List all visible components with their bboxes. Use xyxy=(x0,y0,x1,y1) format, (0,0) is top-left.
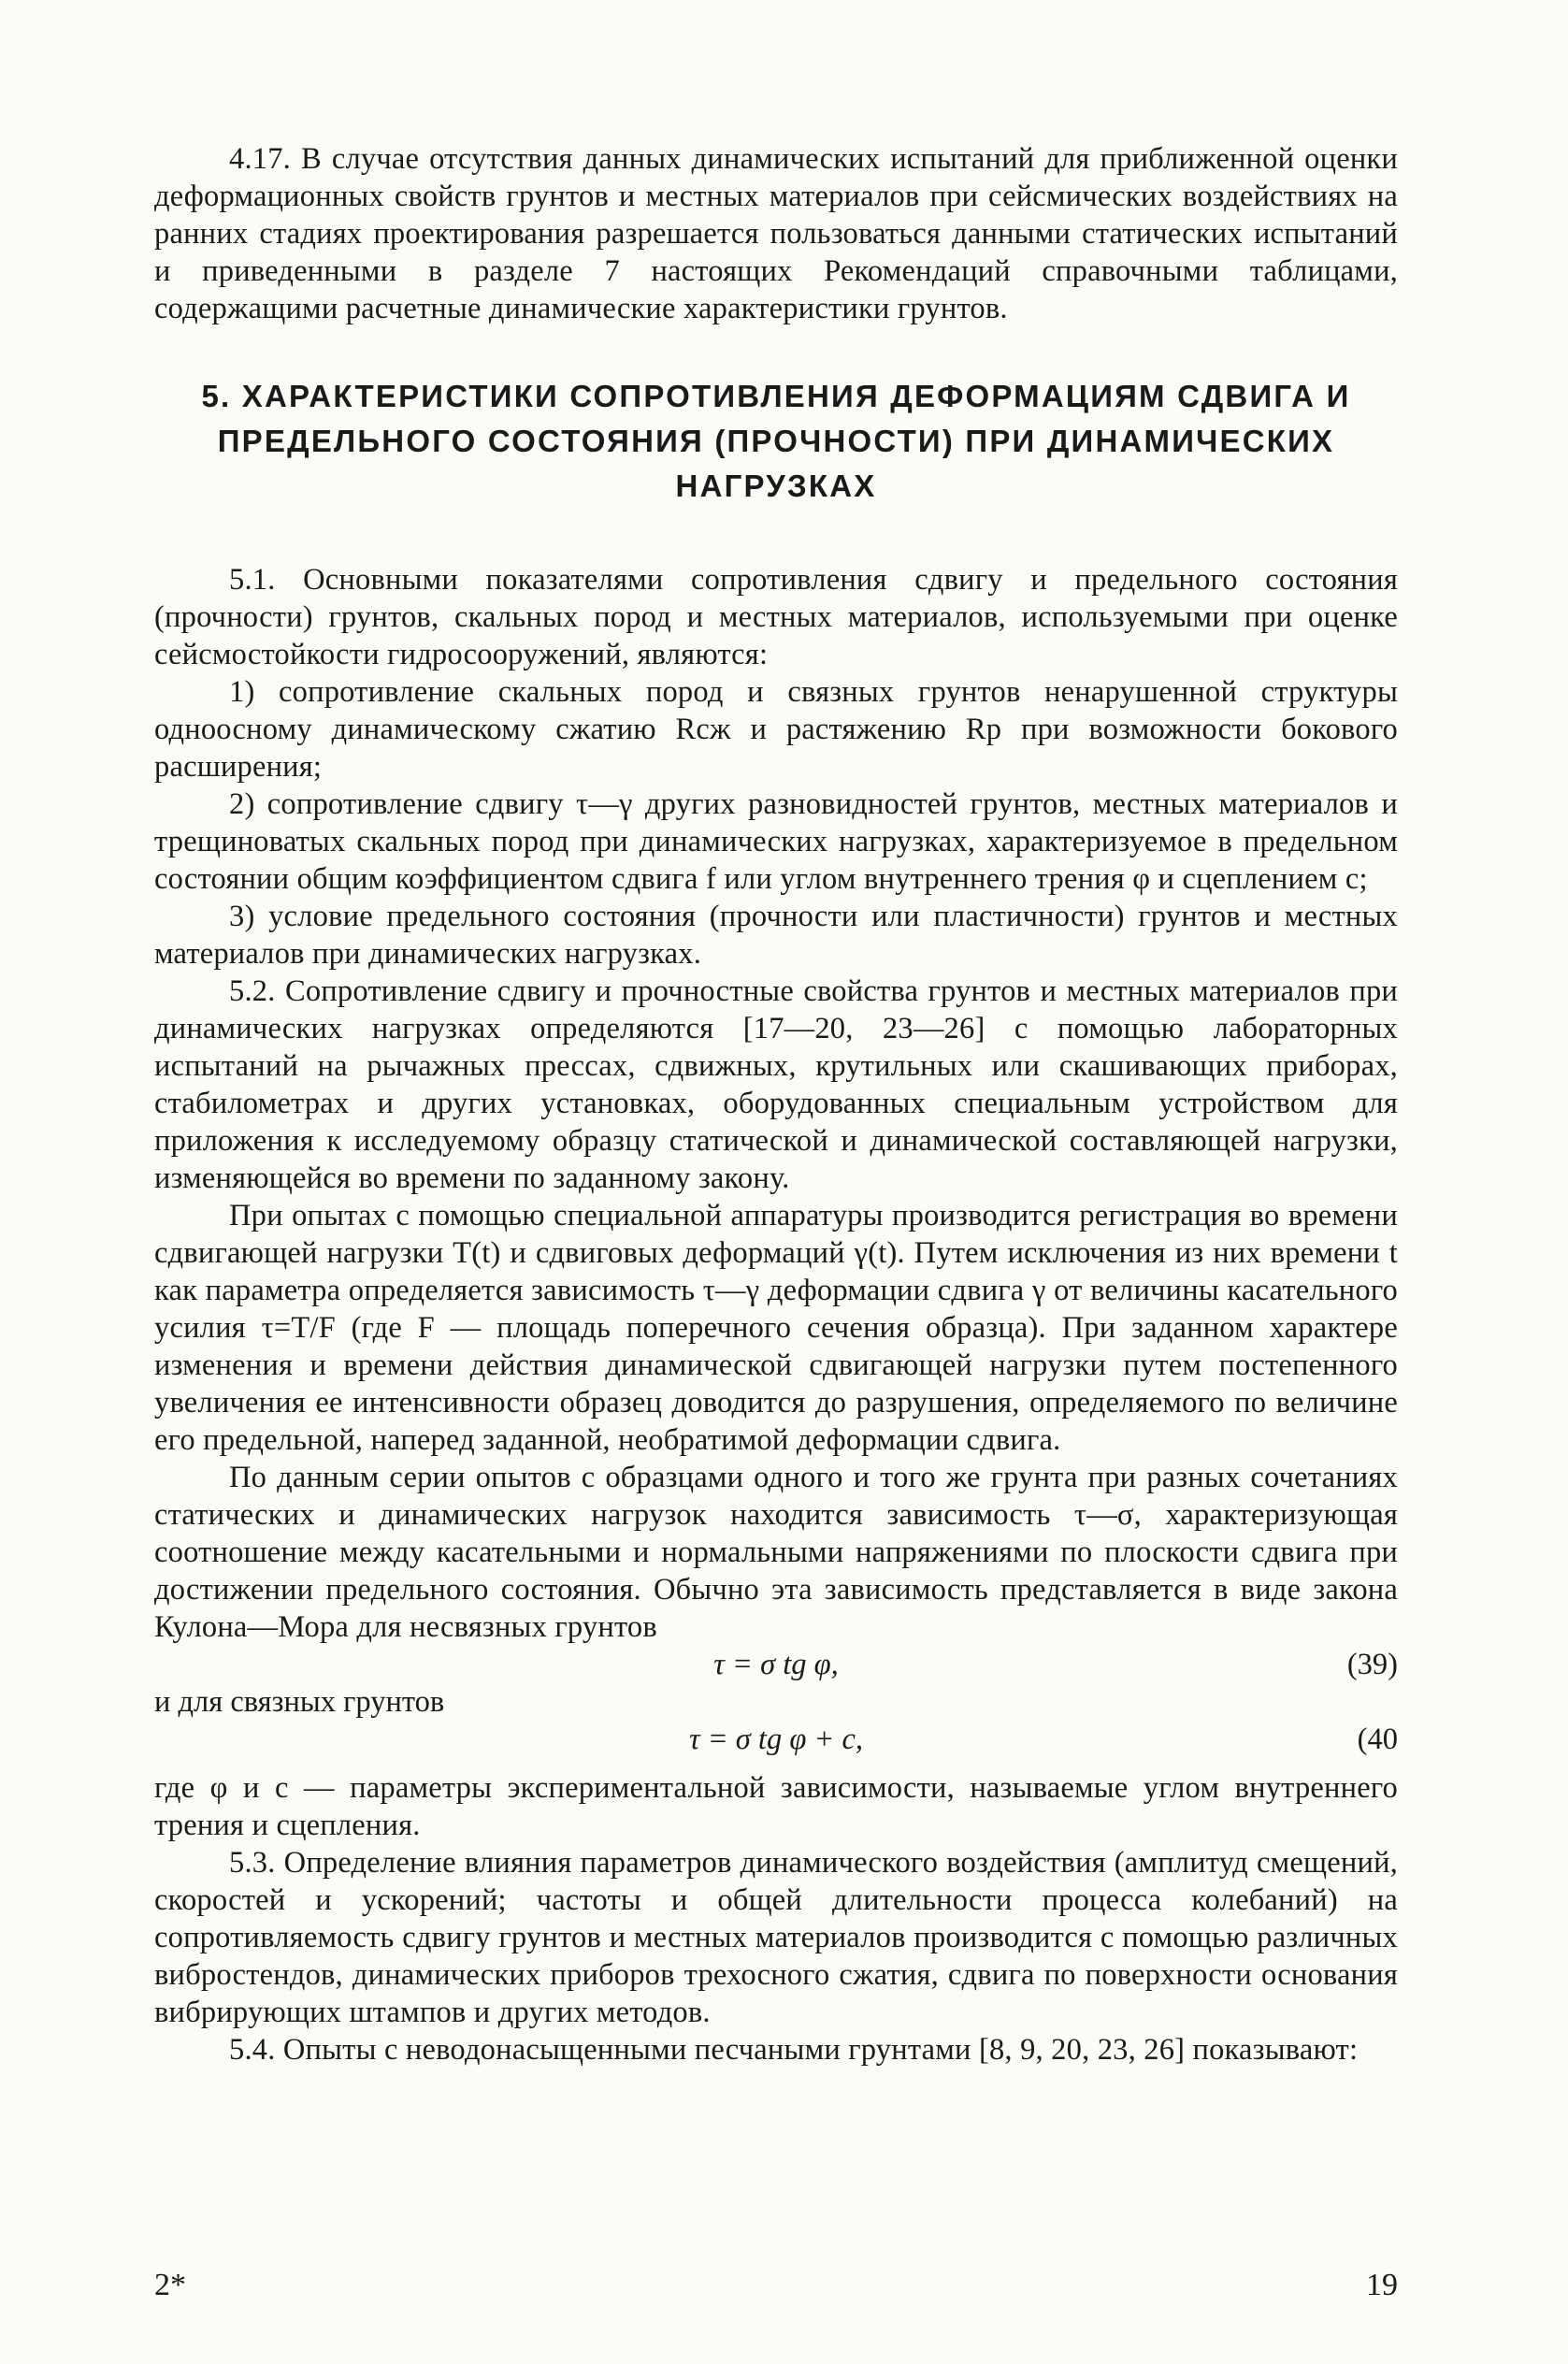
formula-39-number: (39) xyxy=(1346,1648,1398,1681)
formula-40-number: (40 xyxy=(1357,1723,1398,1756)
formula-40-lead-text: и для связных грунтов xyxy=(154,1685,445,1719)
page-footer xyxy=(154,2268,1398,2309)
section-title: 5. ХАРАКТЕРИСТИКИ СОПРОТИВЛЕНИЯ ДЕФОРМАЦИЯМ СДВИГА И ПРЕДЕЛЬНОГО СОСТОЯНИЯ (ПРОЧНОСТИ) ПРИ ДИНАМИЧЕСКИХ НАГРУЗКАХ xyxy=(201,379,1351,503)
paragraph-4-17: 4.17. В случае отсутствия данных динамических испытаний для приближенной оценки деформационных свойств грунтов и местных материалов при сейсмических воздействиях на ранних стадиях проектирования разрешается пользоваться данными статических испытаний и приведенными в разделе 7 настоящих Рекомендаций справочными таблицами, содержащими расчетные динамические характеристики грунтов. xyxy=(154,142,1398,325)
list-item-2: 2) сопротивление сдвигу τ—γ других разновидностей грунтов, местных материалов и трещиноватых скальных пород при динамических нагрузках, характеризуемое в предельном состоянии общим коэффициентом сдвига f или углом внутреннего трения φ и сцеплением c; xyxy=(154,787,1398,896)
signature-mark: 2* xyxy=(154,2268,186,2302)
formula-39-expression: τ = σ tg φ, xyxy=(713,1648,839,1681)
paragraph-5-4: 5.4. Опыты с неводонасыщенными песчаными грунтами [8, 9, 20, 23, 26] показывают: xyxy=(229,2033,1359,2067)
paragraph-coulomb: По данным серии опытов с образцами одного и того же грунта при разных сочетаниях статических и динамических нагрузок находится зависимость τ—σ, характеризующая соотношение между касательными и нормальными напряжениями по плоскости сдвига при достижении предельного состояния. Обычно эта зависимость представляется в виде закона Кулона—Мора для несвязных грунтов xyxy=(154,1461,1398,1644)
formula-39 xyxy=(154,1646,1398,1683)
list-item-1: 1) сопротивление скальных пород и связных грунтов ненарушенной структуры одноосному динамическому сжатию Rсж и растяжению Rр при возможности бокового расширения; xyxy=(154,675,1398,784)
formula-40-line xyxy=(154,1721,1398,1758)
paragraph-5-2: 5.2. Сопротивление сдвигу и прочностные свойства грунтов и местных материалов при динамических нагрузках определяются [17—20, 23—26] с помощью лабораторных испытаний на рычажных прессах, сдвижных, крутильных или скашивающих приборах, стабилометрах и других установках, оборудованных специальным устройством для приложения к исследуемому образцу статической и динамической составляющей нагрузки, изменяющейся во времени по заданному закону. xyxy=(154,974,1398,1195)
list-item-3: 3) условие предельного состояния (прочности или пластичности) грунтов и местных материалов при динамических нагрузках. xyxy=(154,900,1398,971)
formula-40 xyxy=(154,1683,1398,1721)
paragraph-5-1: 5.1. Основными показателями сопротивления сдвигу и предельного состояния (прочности) грунтов, скальных пород и местных материалов, используемыми при оценке сейсмостойкости гидросооружений, являются: xyxy=(154,563,1398,671)
formula-40-expression: τ = σ tg φ + c, xyxy=(688,1723,864,1756)
paragraph-registration: При опытах с помощью специальной аппаратуры производится регистрация во времени сдвигающей нагрузки T(t) и сдвиговых деформаций γ(t). Путем исключения из них времени t как параметра определяется зависимость τ—γ деформации сдвига γ от величины касательного усилия τ=T/F (где F — площадь поперечного сечения образца). При заданном характере изменения и времени действия динамической сдвигающей нагрузки путем постепенного увеличения ее интенсивности образец доводится до разрушения, определяемого по величине его предельной, наперед заданной, необратимой деформации сдвига. xyxy=(154,1199,1398,1457)
paragraph-where: где φ и c — параметры экспериментальной зависимости, называемые углом внутреннего трения и сцепления. xyxy=(154,1771,1398,1842)
paragraph-5-3: 5.3. Определение влияния параметров динамического воздействия (амплитуд смещений, скоростей и ускорений; частоты и общей длительности процесса колебаний) на сопротивляемость сдвигу грунтов и местных материалов производится с помощью различных вибростендов, динамических приборов трехосного сжатия, сдвига по поверхности основания вибрирующих штампов и других методов. xyxy=(154,1846,1398,2029)
page-number: 19 xyxy=(1366,2268,1398,2302)
text-column xyxy=(154,140,1398,2068)
